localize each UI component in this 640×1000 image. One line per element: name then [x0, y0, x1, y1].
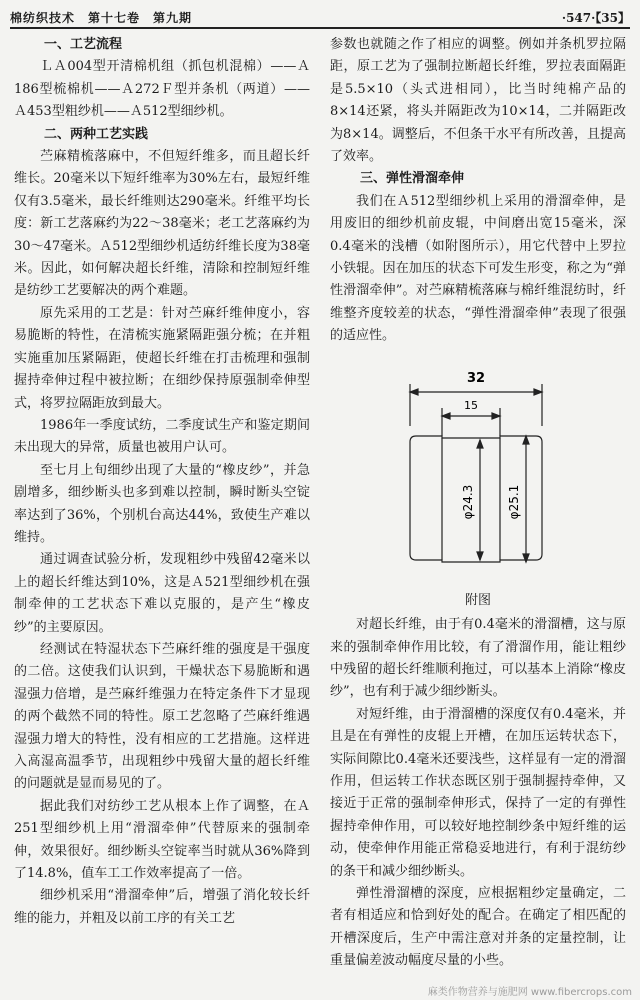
right-column-bottom — [330, 614, 626, 973]
paragraph: 对超长纤维，由于有0.4毫米的滑溜槽，这与原来的强制牵伸作用比较，有了滑溜作用，能让粗纱中残留的超长纤维顺利拖过，可以基本上消除“橡皮纱”，也有利于减少细纱断头。 — [330, 617, 626, 700]
paragraph: 参数也就随之作了相应的调整。例如并条机罗拉隔距，原工艺为了强制拉断超长纤维，罗拉表面隔距是5.5×10（头式进相同），比当时纯棉产品的8×14还紧，将头并隔距改为10×14，二并隔距改为8×14。调整后，不但条干水平有所改善，且提高了效率。 — [330, 37, 626, 165]
paragraph: 经测试在特湿状态下苎麻纤维的强度是干强度的二倍。这使我们认识到，干燥状态下易脆断和遇湿强力倍增，是苎麻纤维强力在特定条件下才显现的两个截然不同的特性。原工艺忽略了苎麻纤维遇湿强力增大的特性，没有相应的工艺措施。这样进入高湿高温季节，出现粗纱中残留大量的超长纤维的问题就是显而易见的了。 — [14, 641, 310, 792]
header-rule — [10, 27, 630, 29]
journal-title: 棉纺织技术 第十七卷 第九期 — [10, 11, 193, 25]
section-heading: 三、弹性滑溜牵伸 — [360, 171, 465, 187]
roller-outline — [410, 436, 542, 562]
paragraph: 我们在Ａ512型细纱机上采用的滑溜牵伸，是用废旧的细纱机前皮辊，中间磨出宽15毫米，深0.4毫米的浅槽（如附图所示），用它代替中上罗拉小铁辊。因在加压的状态下可发生形变，称之为“弹性滑溜牵伸”。对苎麻精梳落麻与棉纤维混纺时，纤维整齐度较差的状态，“弹性滑溜牵伸”表现了很强的适应性。 — [330, 193, 626, 344]
dim-label-inner: φ24.3 — [461, 484, 475, 520]
page-number: ·547·【35】 — [561, 11, 630, 25]
paragraph: 弹性滑溜槽的深度，应根据粗纱定量确定，二者有相适应和恰到好处的配合。在确定了相匹配的开槽深度后，生产中需注意对并条的定量控制，让重量偏差波动幅度尽量的小些。 — [330, 885, 626, 969]
dim-label-outer: φ25.1 — [507, 484, 521, 520]
paragraph: 苎麻精梳落麻中，不但短纤维多，而且超长纤维长。20毫米以下短纤维率为30%左右，最短纤维仅有3.5毫米，最长纤维则达290毫米。纤维平均长度：新工艺落麻约为22～38毫米；老工艺落麻约为30～47毫米。Ａ512型细纱机适纺纤维长度为38毫米。因此，如何解决超长纤维，清除和控制短纤维是纺纱工艺要解决的两个难题。 — [14, 149, 310, 299]
left-column — [14, 34, 310, 930]
paragraph: 通过调查试验分析，发现粗纱中残留42毫米以上的超长纤维达到10%，这是Ａ521型细纱机在强制牵伸的工艺状态下难以克服的，是产生“橡皮纱”的主要原因。 — [14, 552, 310, 635]
paragraph: 细纱机采用“滑溜牵伸”后，增强了消化较长纤维的能力，并粗及以前工序的有关工艺 — [14, 888, 310, 926]
paragraph: 原先采用的工艺是：针对苎麻纤维伸度小，容易脆断的特性，在清梳实施紧隔距强分梳；在并粗实施重加压紧隔距，使超长纤维在打击梳理和强制握持牵伸过程中被拉断；在细纱保持原强制牵伸型式，将罗拉隔距放到最大。 — [14, 305, 310, 411]
paragraph: ＬＡ004型开清棉机组（抓包机混棉）——Ａ186型梳棉机——Ａ272Ｆ型并条机（两道）——Ａ453型粗纱机——Ａ512型细纱机。 — [14, 59, 310, 120]
right-column-top — [330, 34, 626, 348]
paragraph: 对短纤维，由于滑溜槽的深度仅有0.4毫米，并且是在有弹性的皮辊上开槽，在加压运转状态下，实际间隙比0.4毫米还要浅些，这样显有一定的滑溜作用，但运转工作状态既区别于强制握持牵伸，又接近于正常的强制牵伸形式，保持了一定的有弹性握持牵伸作用，可以较好地控制纱条中短纤维的运动，使牵伸作用能正常稳妥地进行，有利于混纺纱的条干和减少细纱断头。 — [330, 706, 626, 879]
section-heading: 一、工艺流程 — [44, 37, 123, 52]
figure-roller-groove — [330, 356, 626, 586]
running-header — [10, 6, 630, 28]
dim-label-total: 32 — [466, 370, 486, 386]
roller-diagram — [330, 356, 626, 586]
figure-caption: 附图 — [464, 592, 491, 608]
paragraph: 至七月上旬细纱出现了大量的“橡皮纱”，并急剧增多，细纱断头也多到难以控制，瞬时断头空锭率达到了36%，个别机台高达44%，致使生产难以维持。 — [14, 462, 310, 545]
section-heading: 二、两种工艺实践 — [44, 126, 149, 142]
paragraph: 1986年一季度试纺，二季度试生产和鉴定期间未出现大的异常，质量也被用户认可。 — [14, 417, 310, 456]
paragraph: 据此我们对纺纱工艺从根本上作了调整，在Ａ251型细纱机上用“滑溜牵伸”代替原来的强制牵伸，效果很好。细纱断头空锭率当时就从36%降到了14.8%，值车工工作效率提高了一倍。 — [14, 798, 310, 882]
site-watermark: 麻类作物营养与施肥网 www.fibercrops.com — [427, 987, 632, 998]
right-column — [330, 34, 626, 973]
dim-label-groove: 15 — [464, 398, 478, 412]
